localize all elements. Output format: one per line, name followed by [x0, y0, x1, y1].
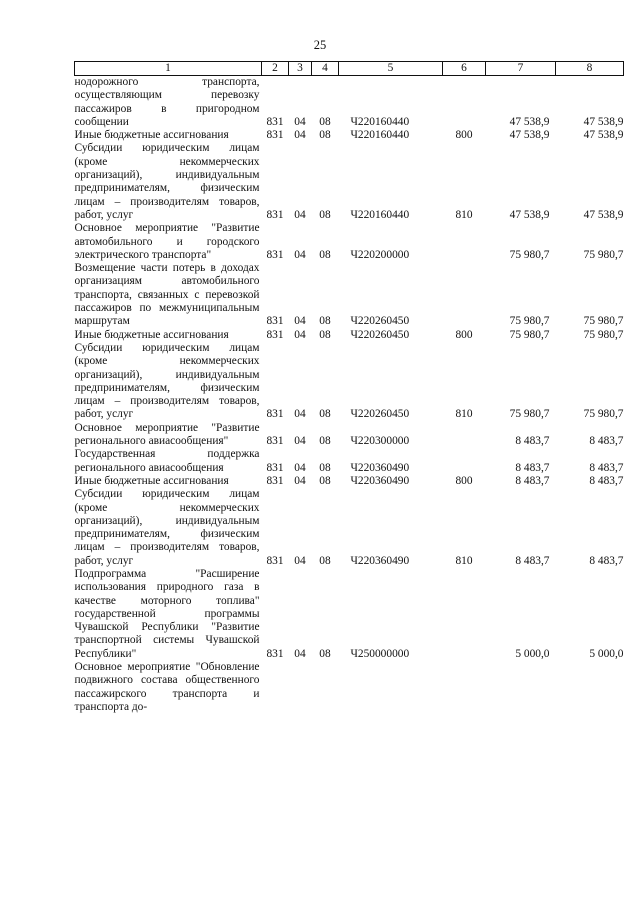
row-name-cell: Основное мероприятие "Обновление подвижного состава общественного пассажирского транспорта и транспорта до-	[74, 661, 260, 713]
row-amount-1-cell: 8 483,7	[515, 461, 550, 474]
table-row	[75, 661, 624, 714]
row-admin-code-cell: 831	[266, 129, 284, 142]
row-section-cell: 04	[294, 208, 306, 221]
row-admin-code-cell: 831	[266, 115, 284, 128]
row-section-cell: 04	[294, 554, 306, 567]
row-name-cell: нодорожного транспорта, осуществляющим перевозку пассажиров в пригородном сообщении	[74, 76, 260, 128]
row-admin-code-cell: 831	[266, 248, 284, 261]
row-target-article-cell: Ч220360490	[350, 461, 410, 474]
row-expense-type-cell: 800	[455, 129, 473, 142]
row-expense-type-cell: 800	[455, 328, 473, 341]
row-expense-type-cell: 800	[455, 474, 473, 487]
row-amount-2-cell: 75 980,7	[583, 408, 624, 421]
row-amount-2-cell: 47 538,9	[583, 129, 624, 142]
row-expense-type-cell	[443, 262, 486, 328]
row-target-article-cell: Ч220160440	[350, 208, 410, 221]
row-admin-code-cell: 831	[266, 554, 284, 567]
row-amount-1-cell: 47 538,9	[509, 129, 550, 142]
row-name-cell: Субсидии юридическим лицам (кроме некоммерческих организаций), индивидуальным предпринимателям, физическим лицам – производителям товаров, работ, услуг	[74, 142, 260, 221]
row-target-article-cell: Ч220360490	[350, 474, 410, 487]
row-amount-1-cell: 47 538,9	[509, 208, 550, 221]
row-target-article-cell: Ч220360490	[350, 554, 410, 567]
row-name-cell: Возмещение части потерь в доходах организациям автомобильного транспорта, связанных с перевозкой пассажиров по межмуниципальным маршрутам	[74, 262, 260, 328]
table-row	[75, 76, 624, 130]
row-subsection-cell: 08	[319, 208, 331, 221]
row-target-article-cell: Ч250000000	[350, 647, 410, 660]
row-target-article-cell: Ч220200000	[350, 248, 410, 261]
row-name-cell: Основное мероприятие "Развитие автомобильного и городского электрического транспорта"	[74, 222, 260, 261]
table-row	[75, 262, 624, 328]
row-subsection-cell: 08	[319, 435, 331, 448]
row-amount-2-cell: 75 980,7	[583, 328, 624, 341]
header-row	[75, 62, 624, 76]
row-section-cell: 04	[294, 315, 306, 328]
row-amount-2-cell: 5 000,0	[589, 647, 624, 660]
header-col-7: 7	[486, 62, 556, 76]
row-section-cell: 04	[294, 115, 306, 128]
table-row	[75, 342, 624, 422]
row-amount-1-cell	[486, 661, 556, 714]
row-target-article-cell: Ч220260450	[350, 328, 410, 341]
row-subsection-cell: 08	[319, 315, 331, 328]
row-expense-type-cell: 810	[455, 208, 473, 221]
row-admin-code-cell: 831	[266, 208, 284, 221]
row-amount-1-cell: 8 483,7	[515, 474, 550, 487]
row-amount-2-cell: 75 980,7	[583, 315, 624, 328]
row-admin-code-cell: 831	[266, 435, 284, 448]
table-row	[75, 142, 624, 222]
row-section-cell: 04	[294, 474, 306, 487]
row-amount-2-cell: 75 980,7	[583, 248, 624, 261]
row-amount-1-cell: 75 980,7	[509, 315, 550, 328]
row-subsection-cell: 08	[319, 461, 331, 474]
header-col-1: 1	[75, 62, 262, 76]
row-admin-code-cell: 831	[266, 328, 284, 341]
row-subsection-cell: 08	[319, 248, 331, 261]
row-section-cell: 04	[294, 129, 306, 142]
row-subsection-cell: 08	[319, 647, 331, 660]
row-expense-type-cell: 810	[455, 408, 473, 421]
row-subsection-cell: 08	[319, 474, 331, 487]
page-number: 25	[313, 38, 327, 52]
row-expense-type-cell	[443, 76, 486, 130]
row-amount-1-cell: 75 980,7	[509, 328, 550, 341]
row-subsection-cell: 08	[319, 408, 331, 421]
row-admin-code-cell: 831	[266, 408, 284, 421]
row-target-article-cell: Ч220260450	[350, 408, 410, 421]
table-row	[75, 448, 624, 475]
row-section-cell: 04	[294, 328, 306, 341]
row-amount-2-cell	[556, 661, 624, 714]
row-admin-code-cell: 831	[266, 461, 284, 474]
row-amount-1-cell: 75 980,7	[509, 248, 550, 261]
table-row	[75, 488, 624, 568]
row-amount-1-cell: 5 000,0	[515, 647, 550, 660]
row-expense-type-cell	[443, 422, 486, 449]
row-admin-code-cell	[262, 661, 289, 714]
row-expense-type-cell	[443, 568, 486, 661]
row-subsection-cell	[312, 661, 339, 714]
table-row	[75, 422, 624, 449]
table-row	[75, 568, 624, 661]
table-row	[75, 222, 624, 262]
row-amount-2-cell: 47 538,9	[583, 208, 624, 221]
row-amount-2-cell: 8 483,7	[589, 554, 624, 567]
row-admin-code-cell: 831	[266, 315, 284, 328]
row-name-cell: Субсидии юридическим лицам (кроме некоммерческих организаций), индивидуальным предпринимателям, физическим лицам – производителям товаров, работ, услуг	[74, 488, 260, 567]
header-col-8: 8	[556, 62, 624, 76]
row-expense-type-cell	[443, 448, 486, 475]
row-name-cell: Иные бюджетные ассигнования	[74, 474, 229, 487]
row-section-cell: 04	[294, 435, 306, 448]
row-subsection-cell: 08	[319, 129, 331, 142]
header-col-2: 2	[262, 62, 289, 76]
row-amount-1-cell: 8 483,7	[515, 554, 550, 567]
row-section-cell	[289, 661, 312, 714]
row-subsection-cell: 08	[319, 328, 331, 341]
row-amount-1-cell: 75 980,7	[509, 408, 550, 421]
row-target-article-cell: Ч220300000	[350, 435, 410, 448]
row-name-cell: Субсидии юридическим лицам (кроме некоммерческих организаций), индивидуальным предпринимателям, физическим лицам – производителям товаров, работ, услуг	[74, 341, 260, 421]
row-amount-2-cell: 8 483,7	[589, 461, 624, 474]
row-amount-2-cell: 47 538,9	[583, 115, 624, 128]
budget-table	[74, 61, 624, 714]
row-name-cell: Иные бюджетные ассигнования	[74, 129, 229, 142]
row-target-article-cell: Ч220160440	[350, 129, 410, 142]
row-expense-type-cell	[443, 222, 486, 262]
header-col-6: 6	[443, 62, 486, 76]
row-expense-type-cell	[443, 661, 486, 714]
row-target-article-cell: Ч220260450	[350, 315, 410, 328]
row-section-cell: 04	[294, 408, 306, 421]
table-row	[75, 475, 624, 488]
row-amount-2-cell: 8 483,7	[589, 435, 624, 448]
row-target-article-cell	[339, 661, 443, 714]
row-admin-code-cell: 831	[266, 647, 284, 660]
row-expense-type-cell: 810	[455, 554, 473, 567]
header-col-3: 3	[289, 62, 312, 76]
header-col-4: 4	[312, 62, 339, 76]
table-row	[75, 129, 624, 142]
table-body	[75, 76, 624, 715]
row-name-cell: Иные бюджетные ассигнования	[74, 328, 229, 341]
row-subsection-cell: 08	[319, 554, 331, 567]
row-name-cell: Основное мероприятие "Развитие регионального авиасообщения"	[74, 421, 260, 448]
row-section-cell: 04	[294, 461, 306, 474]
header-col-5: 5	[339, 62, 443, 76]
row-section-cell: 04	[294, 647, 306, 660]
row-name-cell: Подпрограмма "Расширение использования природного газа в качестве моторного топлива" государственной программы Чувашской Республики "Развитие транспортной системы Чувашской Республики"	[74, 567, 260, 660]
row-admin-code-cell: 831	[266, 474, 284, 487]
row-amount-1-cell: 47 538,9	[509, 115, 550, 128]
row-amount-1-cell: 8 483,7	[515, 435, 550, 448]
row-name-cell: Государственная поддержка регионального авиасообщения	[74, 448, 260, 474]
table-row	[75, 329, 624, 342]
row-amount-2-cell: 8 483,7	[589, 474, 624, 487]
table-header	[75, 62, 624, 76]
row-target-article-cell: Ч220160440	[350, 115, 410, 128]
row-subsection-cell: 08	[319, 115, 331, 128]
row-section-cell: 04	[294, 248, 306, 261]
